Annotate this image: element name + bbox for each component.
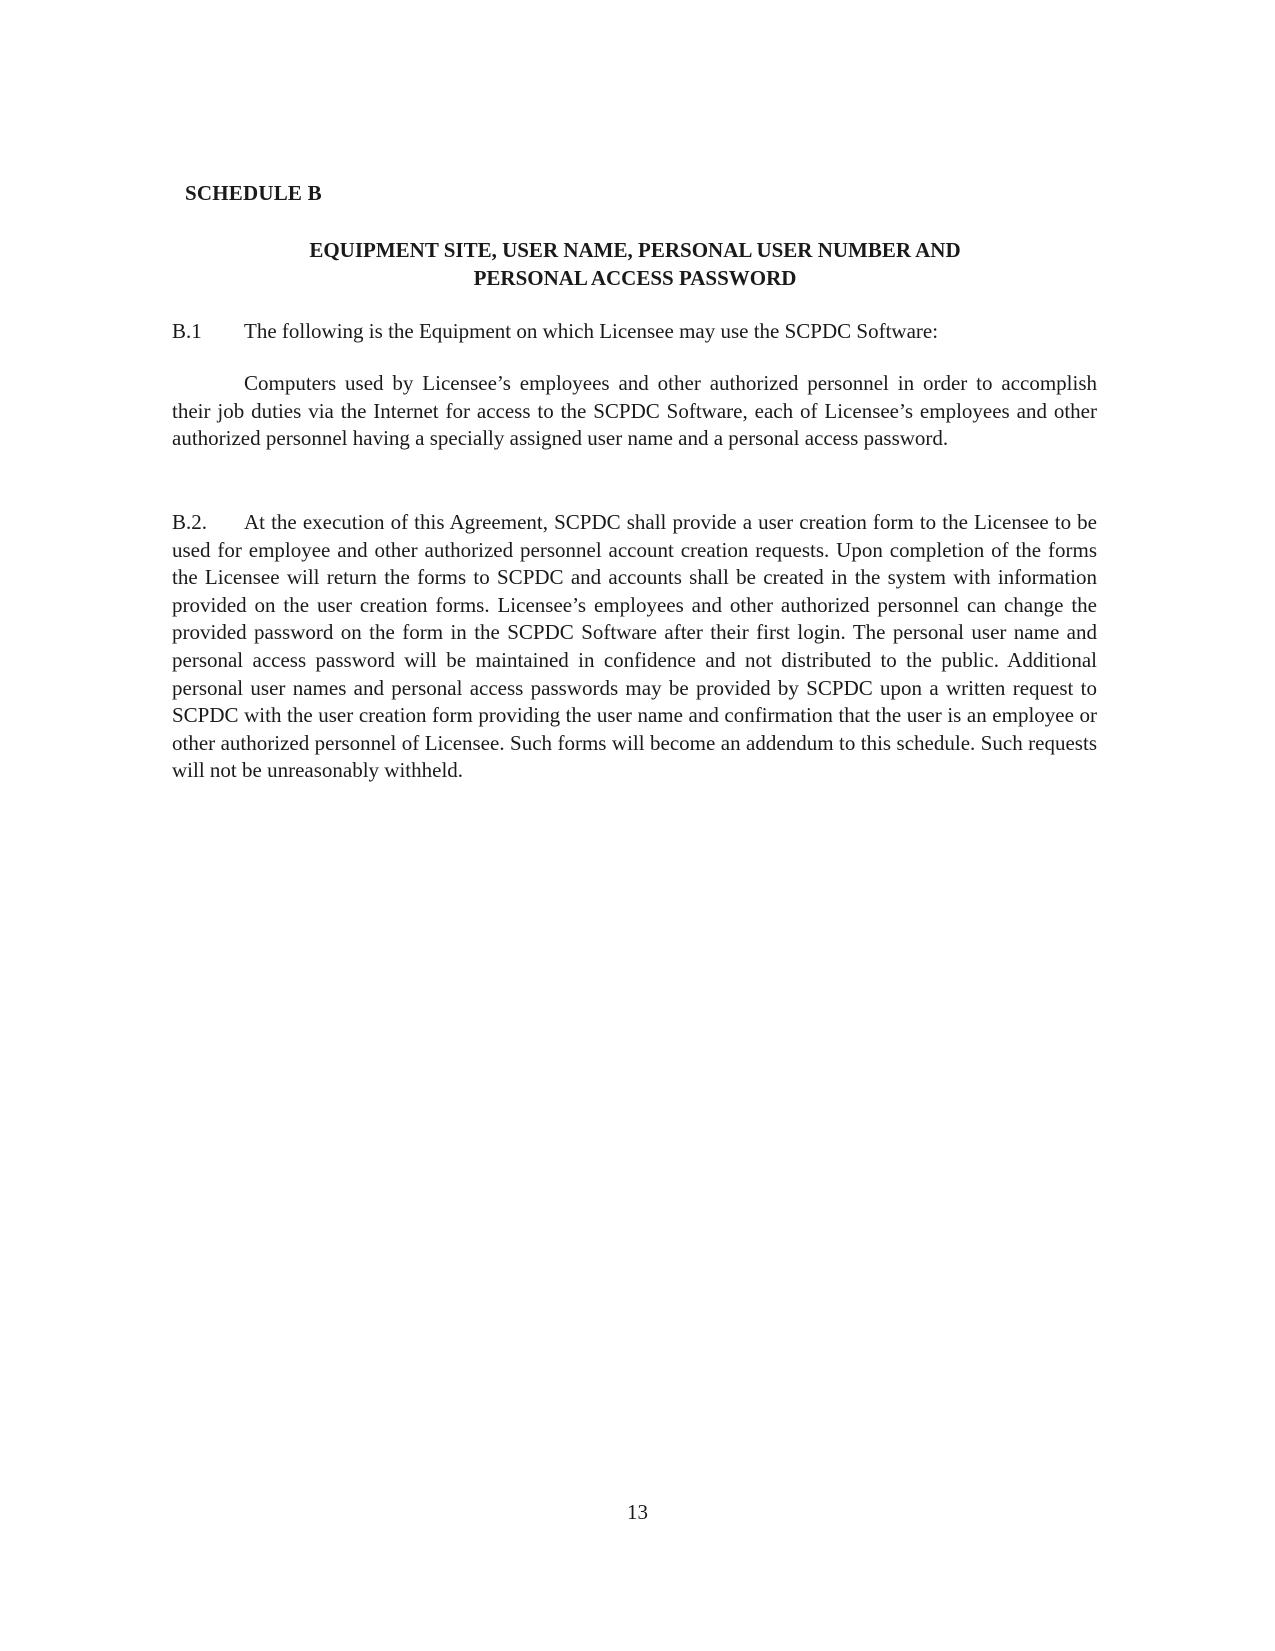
section-b2-text: At the execution of this Agreement, SCPDC shall provide a user creation form to the Licensee to be used for employee and other authorized personnel account creation requests. Upon completion of the forms the Licensee will return the forms to SCPDC and accounts shall be created in the system with information provided on the user creation forms. Licensee’s employees and other authorized personnel can change the provided password on the form in the SCPDC Software after their first login. The personal user name and personal access password will be maintained in confidence and not distributed to the public. Additional personal user names and personal access passwords may be provided by SCPDC upon a written request to SCPDC with the user creation form providing the user name and confirmation that the user is an employee or other authorized personnel of Licensee. Such forms will become an addendum to this schedule. Such requests will not be unreasonably withheld. <box>172 510 1097 783</box>
section-b1-text: The following is the Equipment on which Licensee may use the SCPDC Software: <box>244 319 939 343</box>
section-b2 <box>172 509 1097 785</box>
section-b2-number: B.2. <box>172 510 208 534</box>
schedule-label: SCHEDULE B <box>185 181 322 205</box>
heading-line-2: PERSONAL ACCESS PASSWORD <box>473 266 797 290</box>
heading-line-1: EQUIPMENT SITE, USER NAME, PERSONAL USER NUMBER AND <box>309 238 961 262</box>
section-b1-body: Computers used by Licensee’s employees and other authorized personnel in order to accomplish their job duties via the Internet for access to the SCPDC Software, each of Licensee’s employees and other authorized personnel having a specially assigned user name and a personal access password. <box>172 371 1097 451</box>
section-b1-number: B.1 <box>172 319 202 343</box>
section-b1-intro <box>172 318 1097 346</box>
document-heading <box>170 236 1100 292</box>
page-number: 13 <box>627 1500 648 1524</box>
